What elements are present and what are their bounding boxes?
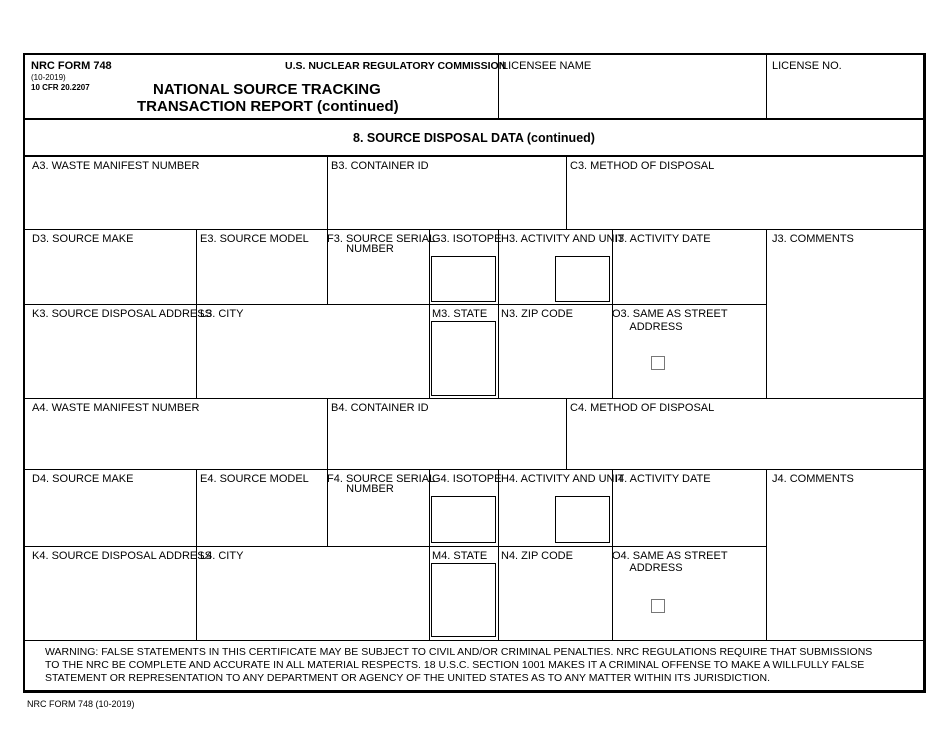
divider [429,230,430,398]
j4-label: J4. COMMENTS [772,473,854,485]
warning-line3: STATEMENT OR REPRESENTATION TO ANY DEPARTMENT OR AGENCY OF THE UNITED STATES AS TO ANY MATTER WITHIN ITS JURISDICTION. [45,672,770,684]
a3-waste-manifest-field[interactable] [26,173,326,228]
divider [25,229,923,230]
c3-label: C3. METHOD OF DISPOSAL [570,160,715,172]
divider [25,640,923,641]
k3-label: K3. SOURCE DISPOSAL ADDRESS [32,308,212,320]
o4-label-line2: ADDRESS [629,562,683,574]
f4-label-line2: NUMBER [346,483,394,495]
divider [429,470,430,640]
n4-zip-field[interactable] [499,563,611,639]
cfr-reference: 10 CFR 20.2207 [31,83,90,92]
l3-label: L3. CITY [200,308,244,320]
c3-method-field[interactable] [567,173,922,228]
i4-date-field[interactable] [613,486,765,545]
g4-isotope-field[interactable] [431,496,496,543]
h4-label: H4. ACTIVITY AND UNIT [501,473,625,485]
licensee-name-label: LICENSEE NAME [502,60,592,72]
d3-label: D3. SOURCE MAKE [32,233,134,245]
o4-same-address-checkbox[interactable] [651,599,665,613]
h4-unit-field[interactable] [555,496,610,543]
agency-name: U.S. NUCLEAR REGULATORY COMMISSION [285,60,507,72]
n3-label: N3. ZIP CODE [501,308,573,320]
m4-label: M4. STATE [432,550,488,562]
e3-model-field[interactable] [197,246,326,303]
f4-serial-field[interactable] [328,495,428,545]
f3-serial-field[interactable] [328,255,428,303]
o3-label-line1: O3. SAME AS STREET [612,308,728,320]
k4-address-field[interactable] [26,563,195,639]
form-revision: (10-2019) [31,73,66,82]
k3-address-field[interactable] [26,321,195,397]
d4-label: D4. SOURCE MAKE [32,473,134,485]
e3-label: E3. SOURCE MODEL [200,233,309,245]
divider [25,398,923,399]
form-title-line2: TRANSACTION REPORT (continued) [137,98,399,115]
form-number: NRC FORM 748 [31,60,112,72]
license-no-field[interactable] [767,73,923,117]
warning-line2: TO THE NRC BE COMPLETE AND ACCURATE IN ALL MATERIAL RESPECTS. 18 U.S.C. SECTION 1001 MAKES IT A CRIMINAL OFFENSE TO MAKE A WILLFULLY FALSE [45,659,865,671]
k4-label: K4. SOURCE DISPOSAL ADDRESS [32,550,212,562]
f3-label-line2: NUMBER [346,243,394,255]
b4-container-id-field[interactable] [328,415,565,468]
divider [25,469,923,470]
licensee-name-field[interactable] [499,73,765,117]
f3-label-line1: F3. SOURCE SERIAL [327,233,436,245]
n3-zip-field[interactable] [499,321,611,397]
e4-label: E4. SOURCE MODEL [200,473,309,485]
c4-method-field[interactable] [567,415,922,468]
b3-container-id-field[interactable] [328,173,565,228]
i3-label: I3. ACTIVITY DATE [615,233,711,245]
n4-label: N4. ZIP CODE [501,550,573,562]
warning-line1: WARNING: FALSE STATEMENTS IN THIS CERTIFICATE MAY BE SUBJECT TO CIVIL AND/OR CRIMINAL PENALTIES. NRC REGULATIONS REQUIRE THAT SUBMISSIONS [45,646,873,658]
j3-label: J3. COMMENTS [772,233,854,245]
form-title-line1: NATIONAL SOURCE TRACKING [153,81,381,98]
g3-isotope-field[interactable] [431,256,496,302]
divider [25,118,923,120]
j3-comments-field[interactable] [767,246,922,397]
o3-same-address-checkbox[interactable] [651,356,665,370]
divider [25,546,766,547]
m4-state-field[interactable] [431,563,496,637]
l4-label: L4. CITY [200,550,244,562]
d3-make-field[interactable] [26,246,195,303]
nrc-form-748 [23,53,926,693]
g3-label: G3. ISOTOPE [432,233,502,245]
l3-city-field[interactable] [197,321,428,397]
i4-label: I4. ACTIVITY DATE [615,473,711,485]
section-title: 8. SOURCE DISPOSAL DATA (continued) [353,131,595,145]
a3-label: A3. WASTE MANIFEST NUMBER [32,160,200,172]
footer-form-number: NRC FORM 748 (10-2019) [27,699,135,709]
a4-waste-manifest-field[interactable] [26,415,326,468]
o4-label-line1: O4. SAME AS STREET [612,550,728,562]
o3-label-line2: ADDRESS [629,321,683,333]
b3-label: B3. CONTAINER ID [331,160,429,172]
i3-date-field[interactable] [613,246,765,303]
m3-label: M3. STATE [432,308,488,320]
d4-make-field[interactable] [26,486,195,545]
e4-model-field[interactable] [197,486,326,545]
h3-unit-field[interactable] [555,256,610,302]
g4-label: G4. ISOTOPE [432,473,502,485]
h3-label: H3. ACTIVITY AND UNIT [501,233,625,245]
c4-label: C4. METHOD OF DISPOSAL [570,402,715,414]
a4-label: A4. WASTE MANIFEST NUMBER [32,402,200,414]
b4-label: B4. CONTAINER ID [331,402,429,414]
divider [25,155,923,157]
license-no-label: LICENSE NO. [772,60,842,72]
f4-label-line1: F4. SOURCE SERIAL [327,473,436,485]
m3-state-field[interactable] [431,321,496,396]
j4-comments-field[interactable] [767,486,922,639]
divider [25,304,766,305]
l4-city-field[interactable] [197,563,428,639]
